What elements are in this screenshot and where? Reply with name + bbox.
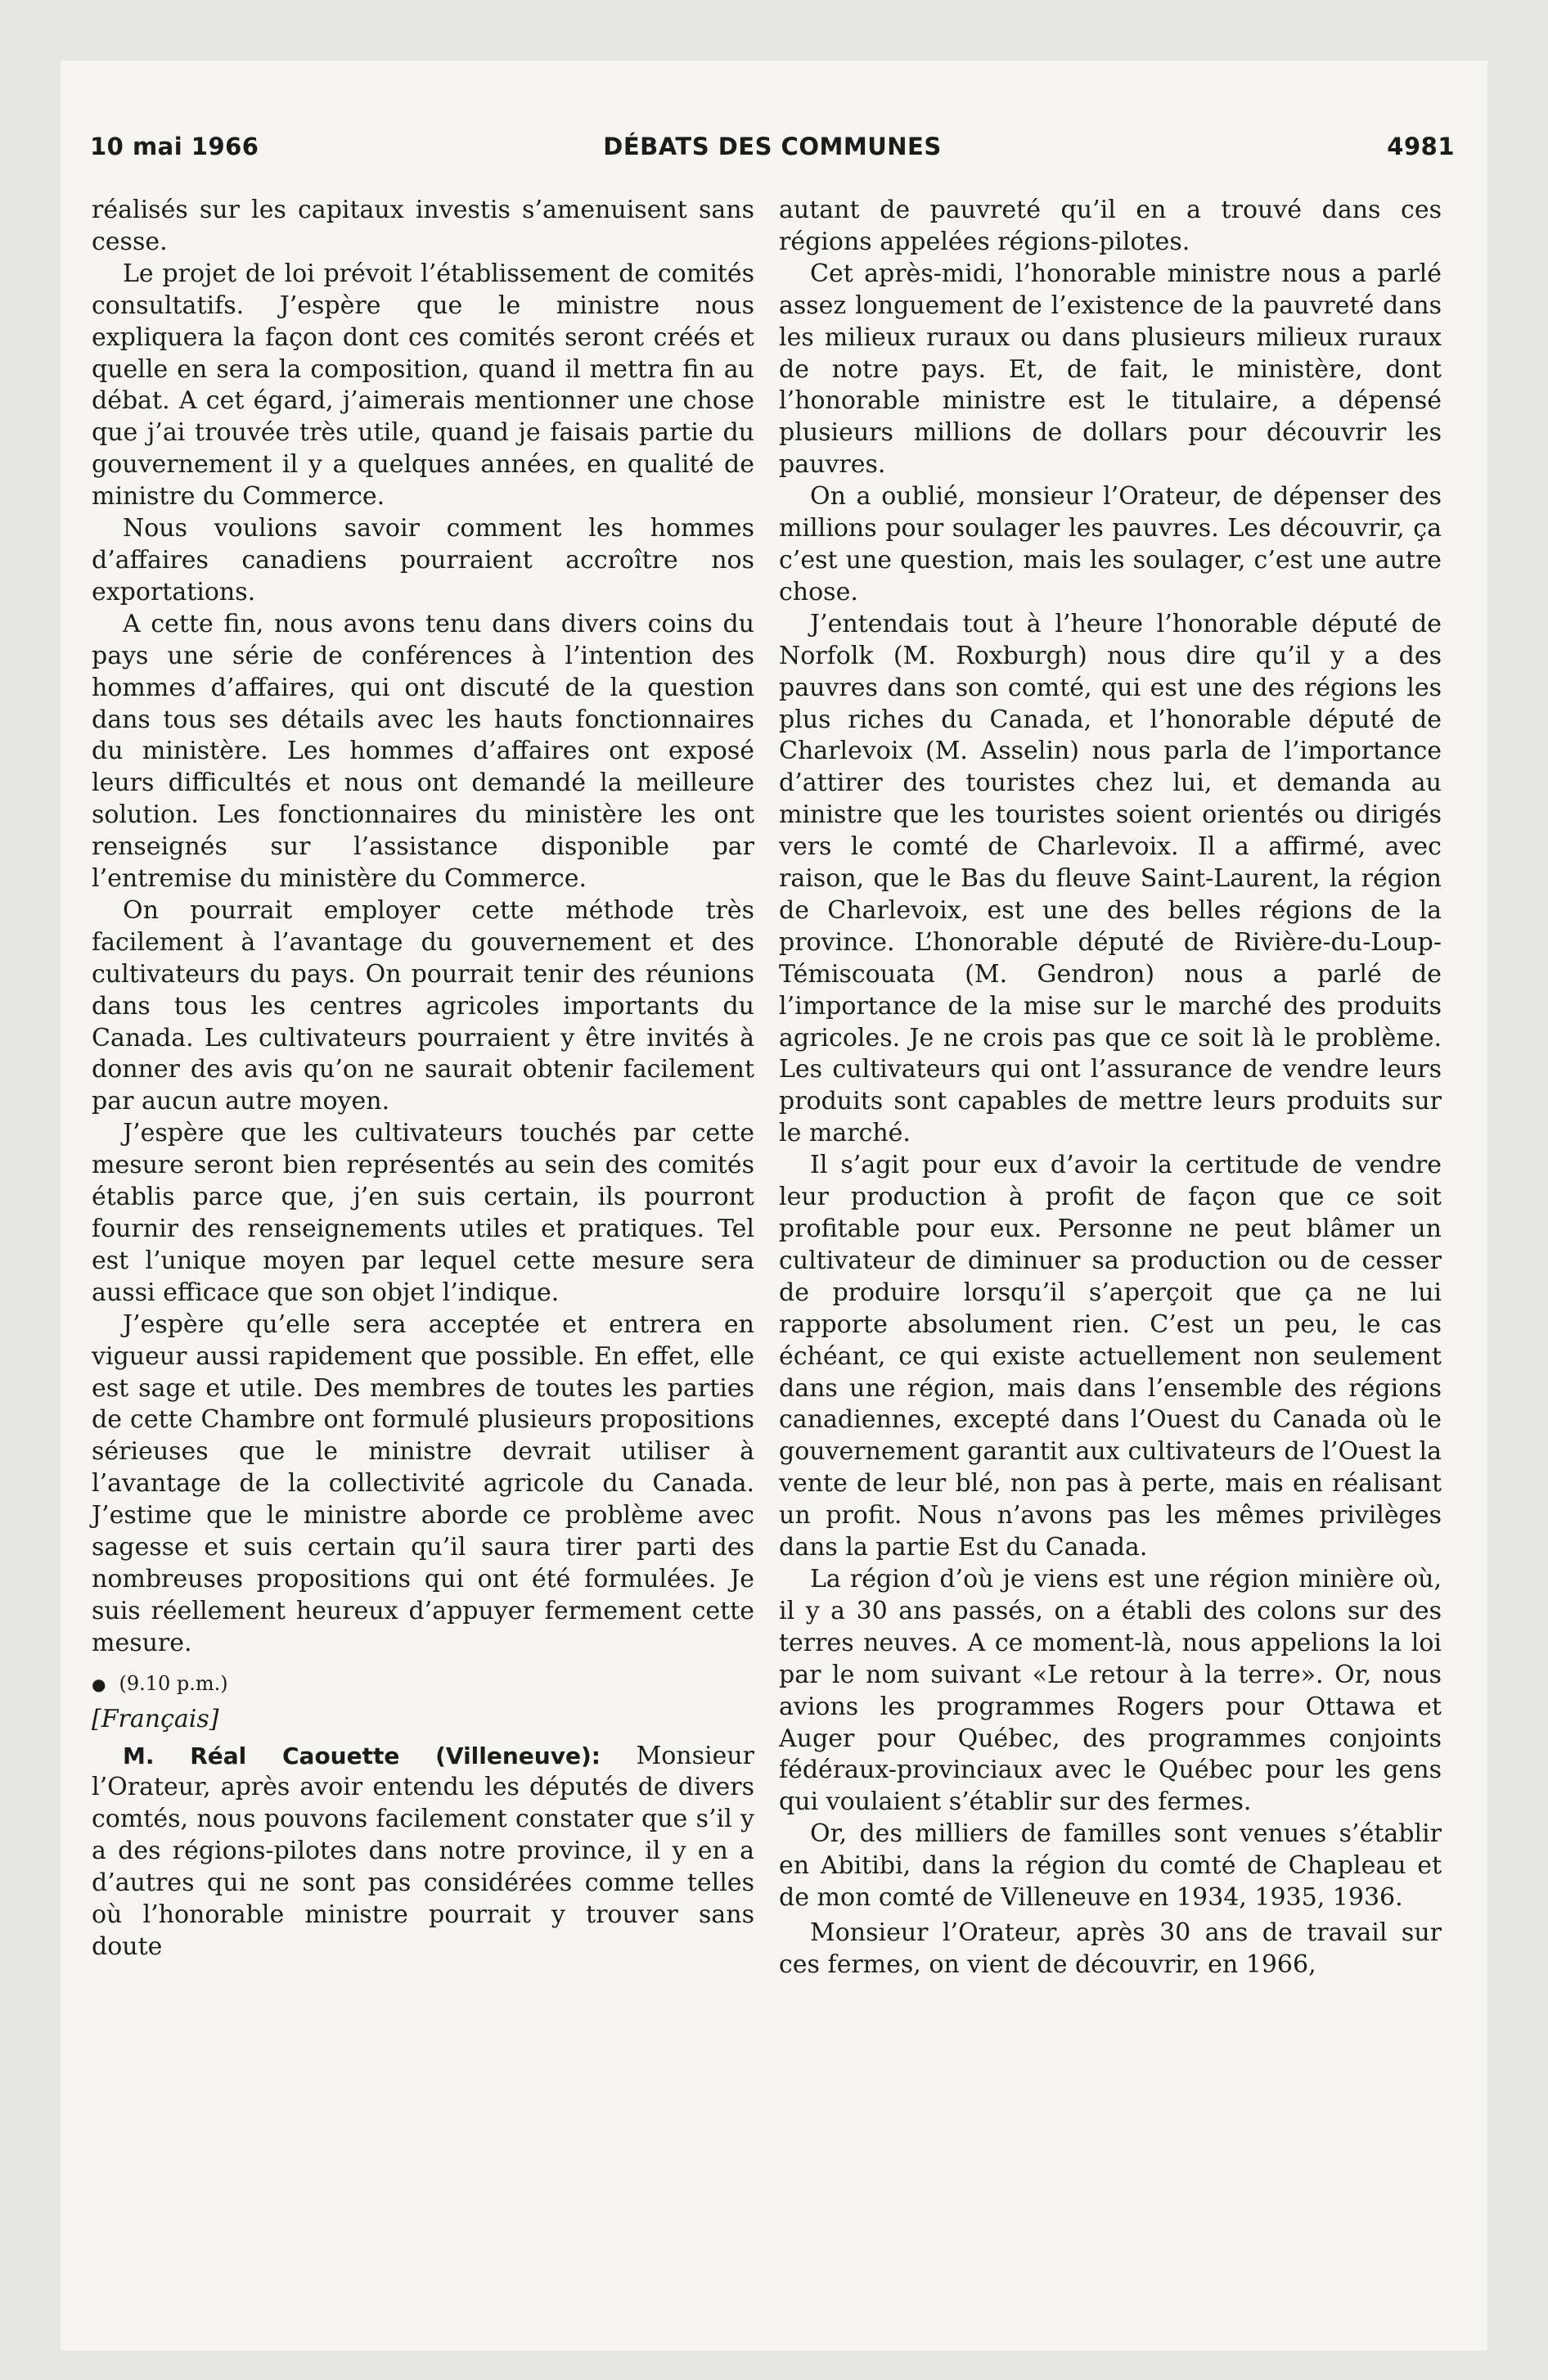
speech-paragraph — [92, 1741, 754, 1963]
right-column — [779, 195, 1442, 1981]
paragraph: J’espère que les cultivateurs touchés par cette mesure seront bien représentés au sein des comités établis parce que, j’en suis certain, ils pourront fournir des renseignements utiles et pratiques. Tel est l’unique moyen par lequel cette mesure sera aussi efficace que son objet l’indique. — [92, 1119, 754, 1307]
paragraph: Nous voulions savoir comment les hommes d’affaires canadiens pourraient accroître nos exportations. — [92, 514, 754, 606]
paragraph: Le projet de loi prévoit l’établissement de comités consultatifs. J’espère que le ministre nous expliquera la façon dont ces comités seront créés et quelle en sera la composition, quand il mettra fin au débat. A cet égard, j’aimerais mentionner une chose que j’ai trouvée très utile, quand je faisais partie du gouvernement il y a quelques années, en qualité de ministre du Commerce. — [92, 259, 754, 512]
speech-text: Monsieur l’Orateur, après avoir entendu les députés de divers comtés, nous pouvons facilement constater que s’il y a des régions-pilotes dans notre province, il y en a d’autres qui ne sont pas considérées comme telles où l’honorable ministre pourrait y trouver sans doute — [92, 1741, 754, 1961]
paragraph: On pourrait employer cette méthode très facilement à l’avantage du gouvernement et des cultivateurs du pays. On pourrait tenir des réunions dans tous les centres agricoles importants du Canada. Les cultivateurs pourraient y être invités à donner des avis qu’on ne saurait obtenir facilement par aucun autre moyen. — [92, 895, 754, 1116]
header-date: 10 mai 1966 — [90, 133, 259, 160]
paragraph: A cette fin, nous avons tenu dans divers coins du pays une série de conférences à l’intention des hommes d’affaires, qui ont discuté de la question dans tous ses détails avec les hauts fonctionnaires du ministère. Les hommes d’affaires ont exposé leurs difficultés et nous ont demandé la meilleure solution. Les fonctionnaires du ministère les ont renseignés sur l’assistance disponible par l’entremise du ministère du Commerce. — [92, 609, 754, 894]
paragraph: autant de pauvreté qu’il en a trouvé dans ces régions appelées régions-pilotes. — [779, 196, 1442, 256]
paragraph: J’espère qu’elle sera acceptée et entrera en vigueur aussi rapidement que possible. En effet, elle est sage et utile. Des membres de toutes les parties de cette Chambre ont formulé plusieurs propositions sérieuses que le ministre devrait utiliser à l’avantage de la collectivité agricole du Canada. J’estime que le ministre aborde ce problème avec sagesse et suis certain qu’il saura tirer parti des nombreuses propositions qui ont été formulées. Je suis réellement heureux d’appuyer fermement cette mesure. — [92, 1309, 754, 1657]
paragraph: réalisés sur les capitaux investis s’amenuisent sans cesse. — [92, 196, 754, 256]
header-title: DÉBATS DES COMMUNES — [603, 133, 942, 160]
paragraph: La région d’où je viens est une région minière où, il y a 30 ans passés, on a établi des colons sur des terres neuves. A ce moment-là, nous appelions la loi par le nom suivant «Le retour à la terre». Or, nous avions les programmes Rogers pour Ottawa et Auger pour Québec, des programmes conjoints fédéraux-provinciaux avec le Québec pour les gens qui voulaient s’établir sur des fermes. — [779, 1564, 1442, 1817]
bullet-icon: ● — [92, 1674, 106, 1694]
language-note: [Français] — [92, 1704, 219, 1733]
paragraph: Il s’agit pour eux d’avoir la certitude de vendre leur production à profit de façon que ce soit profitable pour eux. Personne ne peut blâmer un cultivateur de diminuer sa production ou de cesser de produire lorsqu’il s’aperçoit que ça ne lui rapporte absolument rien. C’est un peu, le cas échéant, ce qui existe actuellement non seulement dans une région, mais dans l’ensemble des régions canadiennes, excepté dans l’Ouest du Canada où le gouvernement garantit aux cultivateurs de l’Ouest la vente de leur blé, non pas à perte, mais en réalisant un profit. Nous n’avons pas les mêmes privilèges dans la partie Est du Canada. — [779, 1151, 1442, 1562]
left-column — [92, 195, 754, 1963]
time-note — [92, 1668, 754, 1701]
paragraph: Cet après-midi, l’honorable ministre nous a parlé assez longuement de l’existence de la pauvreté dans les milieux ruraux ou dans plusieurs milieux ruraux de notre pays. Et, de fait, le ministère, dont l’honorable ministre est le titulaire, a dépensé plusieurs millions de dollars pour découvrir les pauvres. — [779, 259, 1442, 480]
paragraph: On a oublié, monsieur l’Orateur, de dépenser des millions pour soulager les pauvres. Les découvrir, ça c’est une question, mais les soulager, c’est une autre chose. — [779, 482, 1442, 606]
paragraph: Monsieur l’Orateur, après 30 ans de travail sur ces fermes, on vient de découvrir, en 1966, — [779, 1918, 1442, 1979]
paragraph: Or, des milliers de familles sont venues s’établir en Abitibi, dans la région du comté de Chapleau et de mon comté de Villeneuve en 1934, 1935, 1936. — [779, 1819, 1442, 1913]
page-number: 4981 — [1387, 133, 1455, 160]
paragraph: J’entendais tout à l’heure l’honorable député de Norfolk (M. Roxburgh) nous dire qu’il y a des pauvres dans son comté, qui est une des régions les plus riches du Canada, et l’honorable député de Charlevoix (M. Asselin) nous parla de l’importance d’attirer des touristes chez lui, et demanda au ministre que les touristes soient orientés ou dirigés vers le comté de Charlevoix. Il a affirmé, avec raison, que le Bas du fleuve Saint-Laurent, la région de Charlevoix, est une des belles régions de la province. L’honorable député de Rivière-du-Loup-Témiscouata (M. Gendron) nous a parlé de l’importance de la mise sur le marché des produits agricoles. Je ne crois pas que ce soit là le problème. Les cultivateurs qui ont l’assurance de vendre leurs produits sont capables de mettre leurs produits sur le marché. — [779, 609, 1442, 1148]
page-header — [90, 133, 1455, 174]
speaker-name: M. Réal Caouette (Villeneuve): — [123, 1742, 601, 1769]
time-note-text: (9.10 p.m.) — [119, 1671, 228, 1695]
